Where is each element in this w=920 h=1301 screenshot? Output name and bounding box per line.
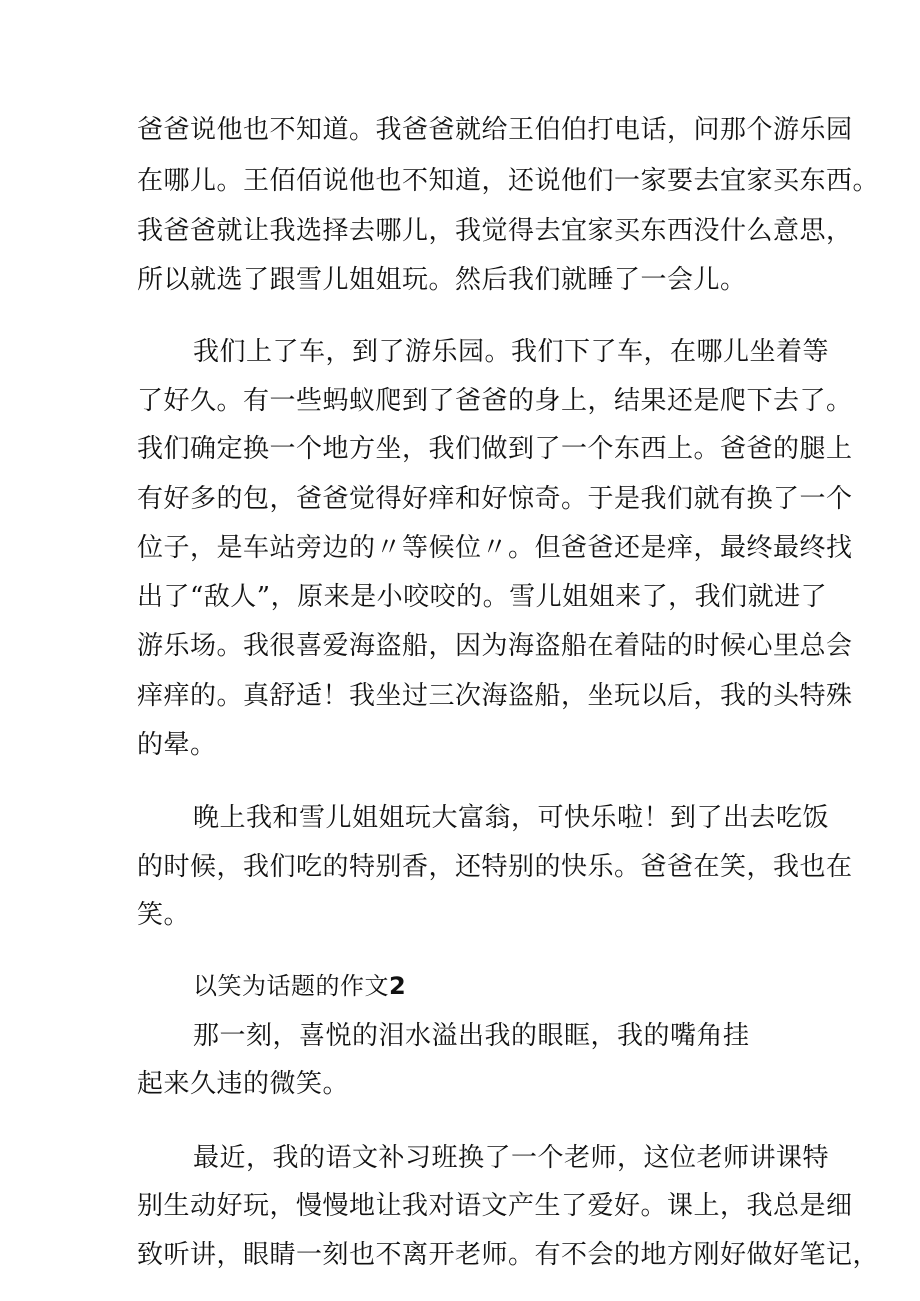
text-line: 别生动好玩，慢慢地让我对语文产生了爱好。课上，我总是细 [137,1191,853,1221]
text-line: 的时候，我们吃的特别香，还特别的快乐。爸爸在笑，我也在 [137,852,853,882]
text-line: 了好久。有一些蚂蚁爬到了爸爸的身上，结果还是爬下去了。 [137,386,853,416]
text-line: 出了“敌人”，原来是小咬咬的。雪儿姐姐来了，我们就进了 [137,582,828,612]
section-heading [193,968,797,1004]
paragraph-first-line: 最近，我的语文补习班换了一个老师，这位老师讲课特 [193,1143,830,1173]
text-line: 我们确定换一个地方坐，我们做到了一个东西上。爸爸的腿上 [137,434,853,464]
text-line: 位子，是车站旁边的〃等候位〃。但爸爸还是痒，最终最终找 [137,533,853,563]
text-line: 爸爸说他也不知道。我爸爸就给王伯伯打电话，问那个游乐园 [137,115,853,145]
text-line: 痒痒的。真舒适！我坐过三次海盗船，坐玩以后，我的头特殊 [137,681,853,711]
text-line: 的晕。 [137,730,217,760]
text-line: 我爸爸就让我选择去哪儿，我觉得去宜家买东西没什么意思， [137,216,853,246]
paragraph-first-line: 晚上我和雪儿姐姐玩大富翁，可快乐啦！到了出去吃饭 [193,803,830,833]
text-line: 有好多的包，爸爸觉得好痒和好惊奇。于是我们就有换了一个 [137,484,853,514]
text-line: 所以就选了跟雪儿姐姐玩。然后我们就睡了一会儿。 [137,265,747,295]
text-line: 在哪儿。王佰佰说他也不知道，还说他们一家要去宜家买东西。 [137,166,880,196]
text-line: 起来久违的微笑。 [137,1069,350,1099]
text-line: 笑。 [137,900,191,930]
section-heading-number: 2 [389,972,407,1000]
text-line: 游乐场。我很喜爱海盗船，因为海盗船在着陆的时候心里总会 [137,631,853,661]
paragraph-first-line: 我们上了车，到了游乐园。我们下了车，在哪儿坐着等 [193,337,830,367]
section-heading-text: 以笑为话题的作文 [193,972,389,1000]
paragraph-first-line: 那一刻，喜悦的泪水溢出我的眼眶，我的嘴角挂 [193,1021,750,1051]
text-line: 致听讲，眼睛一刻也不离开老师。有不会的地方刚好做好笔记， [137,1240,880,1270]
